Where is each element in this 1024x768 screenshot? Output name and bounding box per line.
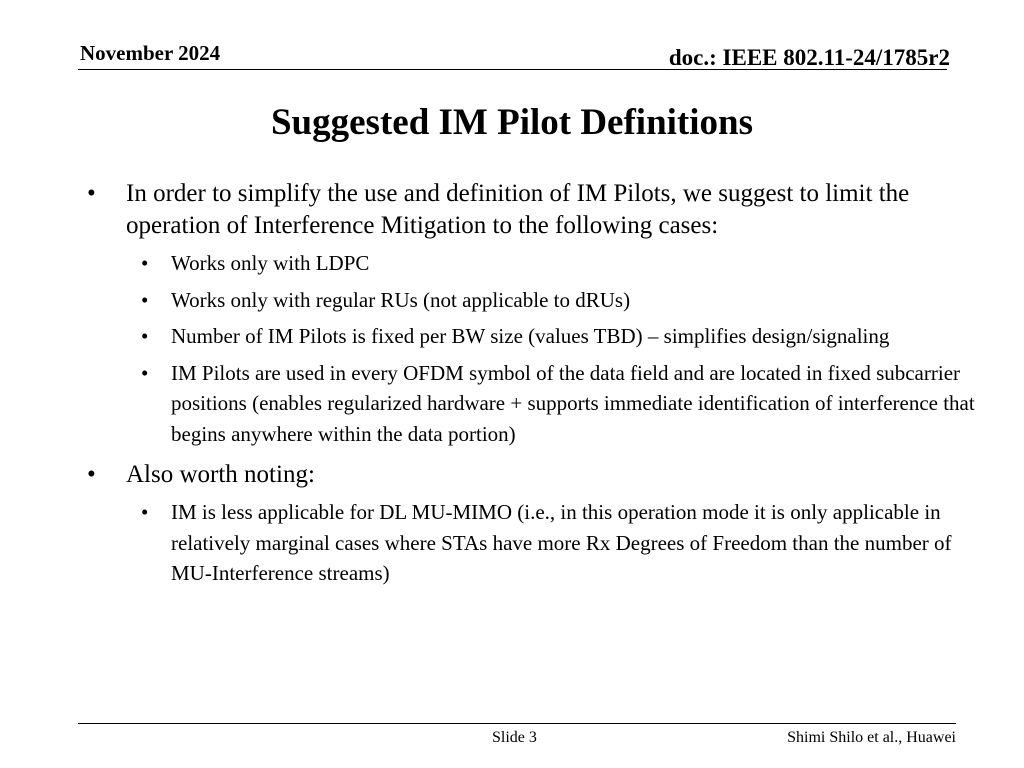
bullet-marker-icon: • <box>141 287 149 312</box>
bullet-level2-item <box>141 285 982 316</box>
bullet-text: Number of IM Pilots is fixed per BW size (values TBD) – simplifies design/signaling <box>171 324 890 348</box>
bullet-marker-icon: • <box>141 360 149 385</box>
bullet-text: Works only with regular RUs (not applicable to dRUs) <box>171 287 631 312</box>
header-date: November 2024 <box>80 41 221 65</box>
header-doc-id: doc.: IEEE 802.11-24/1785r2 <box>668 45 950 70</box>
bullet-marker-icon: • <box>87 461 96 488</box>
header-divider <box>78 69 947 70</box>
bullet-text: Also worth noting: <box>126 461 315 488</box>
bullet-text: In order to simplify the use and definition of IM Pilots, we suggest to limit the operation of Interference Mitigation to the following cases: <box>126 180 910 239</box>
footer-slide-number: Slide 3 <box>492 729 537 746</box>
footer-divider <box>78 723 956 724</box>
bullet-text: IM is less applicable for DL MU-MIMO (i.e., in this operation mode it is only applicable in relatively marginal cases where STAs have more Rx Degrees of Freedom than the number of MU-Interference streams) <box>171 500 952 585</box>
bullet-level1-item <box>82 459 982 491</box>
bullet-marker-icon: • <box>87 180 96 207</box>
slide-content <box>82 178 982 589</box>
bullet-text: IM Pilots are used in every OFDM symbol of the data field and are located in fixed subcarrier positions (enables regularized hardware + supports immediate identification of interference that begins anywhere within the data portion) <box>171 360 975 446</box>
bullet-marker-icon: • <box>141 500 149 524</box>
bullet-level1-item <box>82 178 982 242</box>
bullet-level2-item <box>141 358 982 450</box>
bullet-level2-item <box>141 321 982 352</box>
bullet-marker-icon: • <box>141 324 149 348</box>
bullet-level2-item <box>141 248 982 279</box>
bullet-level2-item <box>141 497 982 589</box>
bullet-marker-icon: • <box>141 251 149 275</box>
footer-author: Shimi Shilo et al., Huawei <box>787 729 956 746</box>
bullet-text: Works only with LDPC <box>171 251 370 275</box>
slide-title: Suggested IM Pilot Definitions <box>270 102 754 143</box>
